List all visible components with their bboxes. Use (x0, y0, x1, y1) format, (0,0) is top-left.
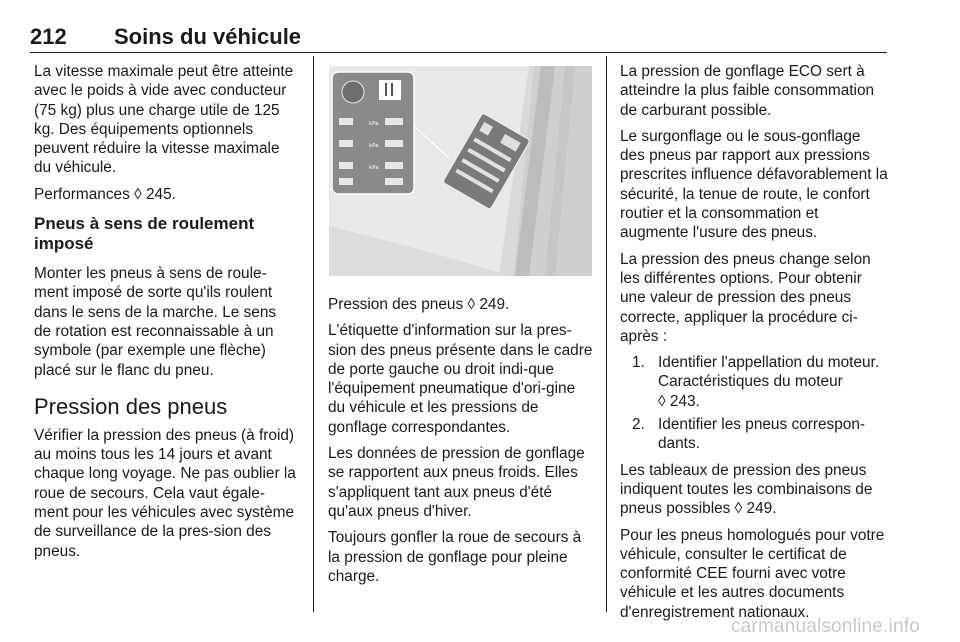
column-right (620, 62, 888, 629)
watermark: carmanualsonline.info (730, 616, 920, 637)
label-unit-3: kPa (369, 165, 379, 171)
header-rule (30, 52, 887, 53)
paragraph-pressure-tables (620, 461, 888, 519)
pressure-ref-text: Pression des pneus (328, 296, 468, 313)
paragraph-cold-tyres: Les données de pression de gonflage se rapportent aux pneus froids. Elles s'appliquent tant aux pneus d'été qu'aux pneus d'hiver. (328, 445, 585, 520)
page-header (30, 24, 890, 52)
paragraph-max-speed: La vitesse maximale peut être atteinte avec le poids à vide avec conducteur (75 kg) plus une charge utile de 125 kg. Des équipements optionnels peuvent réduire la vitesse maximale du véhicule. (34, 63, 294, 177)
column-divider-left (313, 56, 314, 612)
engine-data-page-link[interactable]: ◊ 243. (658, 392, 700, 410)
paragraph-directional-tyres: Monter les pneus à sens de roule-ment imposé de sorte qu'ils roulent dans le sens de la marche. Le sens de rotation est reconnaissable à un symbole (par exemple une flèche) placé sur le flanc du pneu. (34, 265, 277, 379)
heading-directional-tyres: Pneus à sens de roulement imposé (34, 214, 255, 254)
paragraph-pressure-ref (328, 295, 594, 314)
page-title: Soins du véhicule (114, 24, 302, 49)
paragraph-label-location: L'étiquette d'information sur la pres-sion des pneus présente dans le cadre de porte gauche ou droit indi-que l'équipement pneumatique d'ori-gine du véhicule et les pressions de gonflage correspondantes. (328, 322, 593, 436)
column-left (34, 62, 296, 568)
procedure-list (620, 353, 888, 453)
zoomed-label (332, 72, 414, 194)
list-item (620, 353, 888, 411)
label-unit-2: kPa (369, 143, 379, 149)
paragraph-over-under-inflation: Le surgonflage ou le sous-gonflage des pneus par rapport aux pressions prescrites influence défavorablement la sécurité, la tenue de route, le confort routier et la consommation et augmente l'usure des pneus. (620, 127, 888, 242)
paragraph-spare-wheel: Toujours gonfler la roue de secours à la pression de gonflage pour pleine charge. (328, 529, 582, 585)
paragraph-performance (34, 185, 296, 204)
page-number: 212 (30, 24, 67, 49)
list-item (620, 415, 888, 454)
column-middle (328, 62, 594, 593)
list-item-number: 1. (632, 354, 645, 372)
list-item-number: 2. (632, 416, 645, 434)
paragraph-check-pressure: Vérifier la pression des pneus (à froid) au moins tous les 14 jours et avant chaque long voyage. Ne pas oublier la roue de secours. Cela vaut égale-ment pour les véhicules avec système de surveillance de la pres-sion des pneus. (34, 426, 296, 560)
pressure-tables-text: Les tableaux de pression des pneus indiquent toutes les combinaisons de pneus possibles (620, 461, 873, 518)
list-item-text: Identifier l'appellation du moteur. Caractéristiques du moteur (658, 354, 880, 391)
list-item-text: Identifier les pneus correspon-dants. (658, 416, 866, 453)
paragraph-eco-pressure: La pression de gonflage ECO sert à atteindre la plus faible consommation de carburant possible. (620, 63, 875, 119)
heading-tyre-pressure: Pression des pneus (34, 393, 228, 419)
label-unit-1: kPa (369, 121, 379, 127)
pressure-page-link[interactable]: ◊ 249. (467, 296, 510, 313)
performance-text: Performances (34, 185, 135, 203)
column-divider-right (606, 56, 607, 612)
pressure-tables-page-link[interactable]: ◊ 249. (734, 500, 777, 518)
performance-page-link[interactable]: ◊ 245. (134, 185, 176, 203)
list-item-body (658, 353, 888, 411)
paragraph-homologated-tyres: Pour les pneus homologués pour votre véhicule, consulter le certificat de conformité CEE fourni avec votre véhicule et les autres documents d'enregistrement nationaux. (620, 526, 885, 621)
paragraph-pressure-options: La pression des pneus change selon les différentes options. Pour obtenir une valeur de pression des pneus correcte, appliquer la procédure ci-après : (620, 250, 871, 345)
tyre-pressure-label-photo (329, 66, 592, 276)
